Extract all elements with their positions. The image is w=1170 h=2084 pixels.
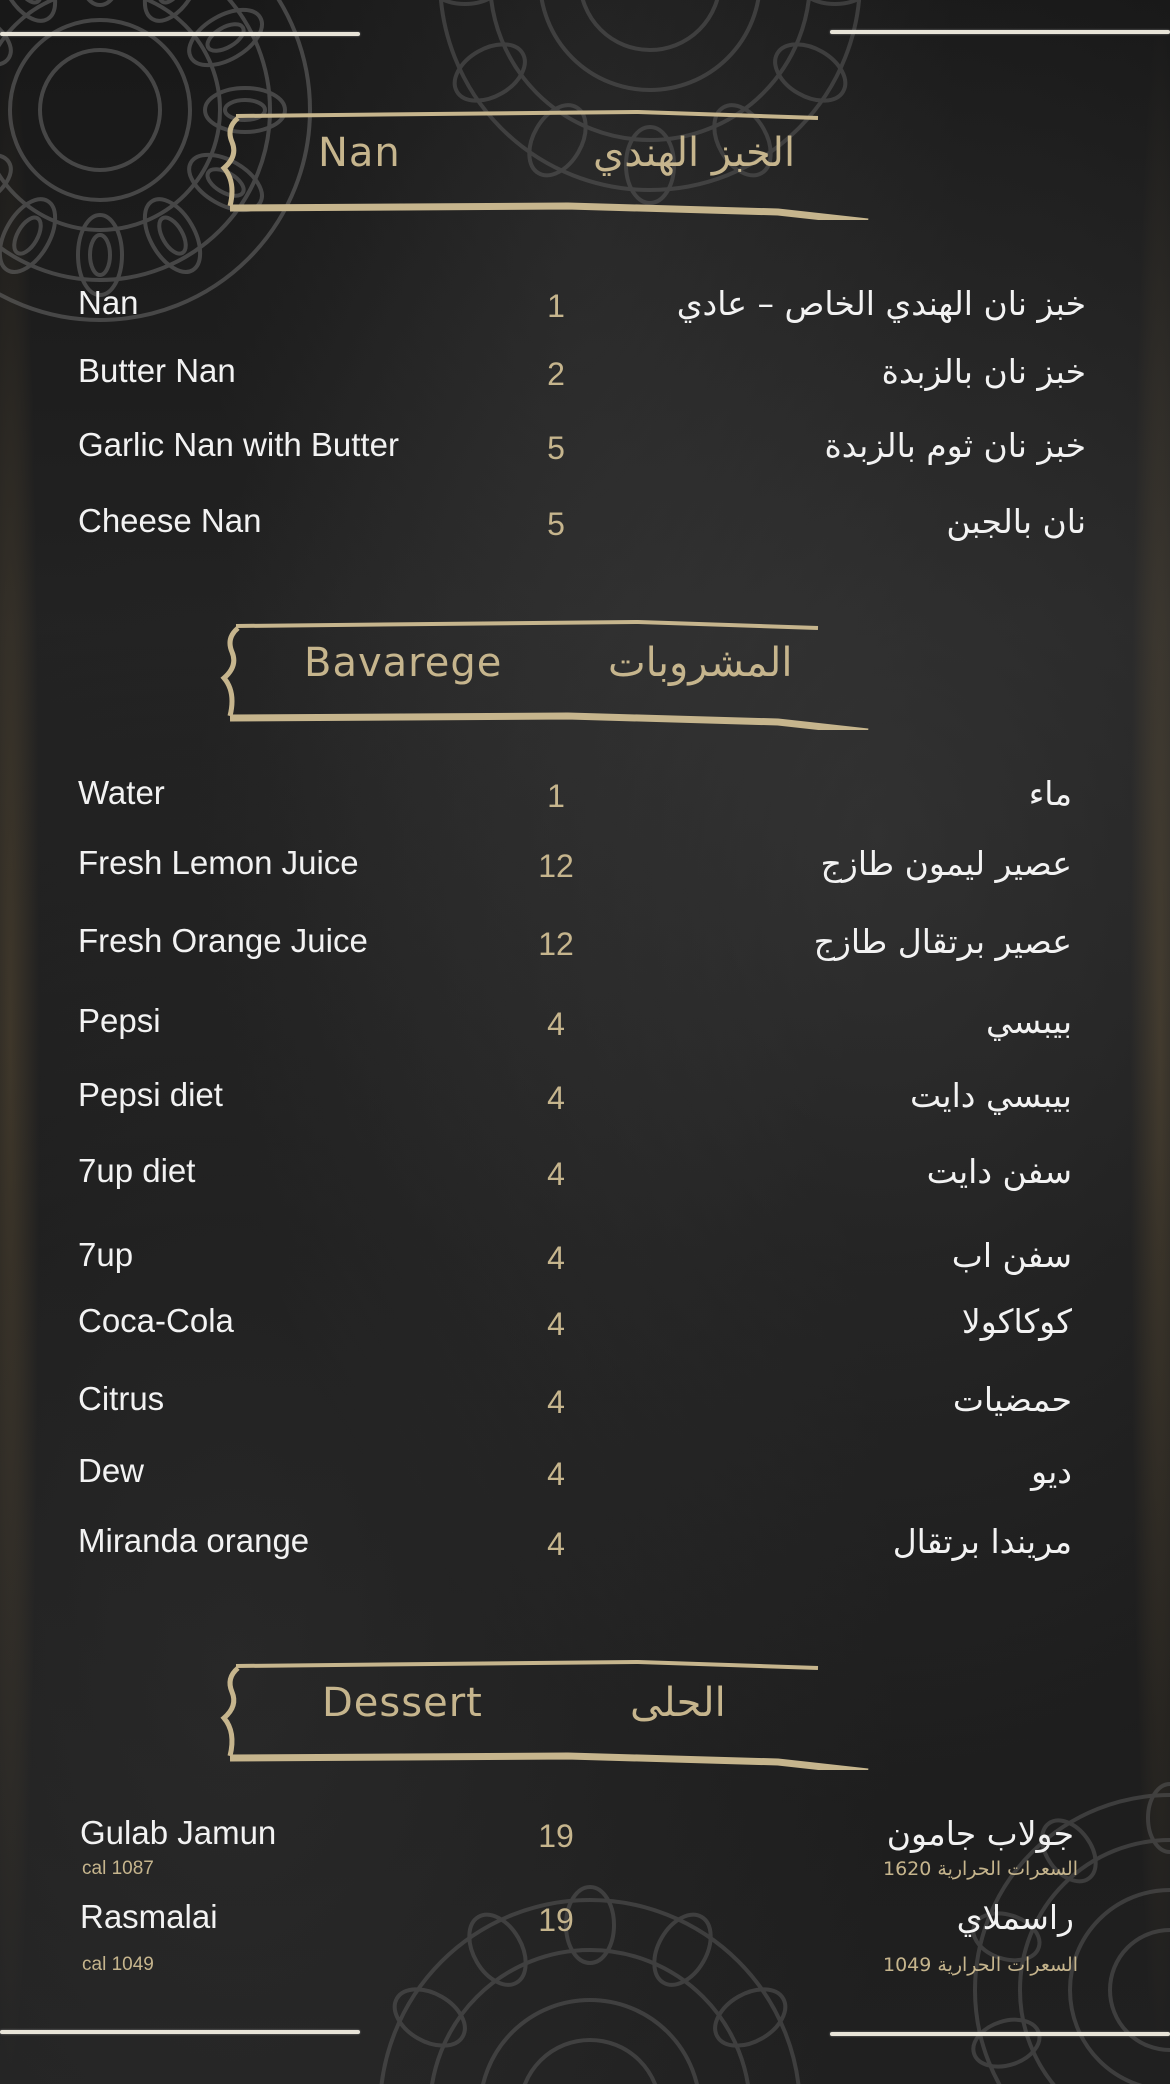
- menu-item-row: [0, 1076, 1170, 1132]
- item-name-en: Fresh Orange Juice: [78, 922, 368, 959]
- item-price: 1: [547, 778, 565, 814]
- item-price: 4: [547, 1080, 565, 1116]
- item-name-en: Dew: [78, 1452, 145, 1489]
- item-price: 4: [547, 1156, 565, 1192]
- item-name-ar: ديو: [1031, 1452, 1072, 1491]
- item-name-ar: سفن اب: [951, 1236, 1072, 1275]
- menu-item-row: [0, 1236, 1170, 1292]
- top-right-line: [830, 30, 1170, 34]
- item-name-en: Water: [78, 774, 165, 811]
- item-name-ar: نان بالجبن: [946, 502, 1086, 541]
- section-title-en: Bavarege: [304, 640, 503, 686]
- item-name-ar: كوكاكولا: [961, 1302, 1072, 1341]
- item-name-en: Pepsi diet: [78, 1076, 223, 1113]
- section-title-ar: الحلى: [630, 1680, 726, 1726]
- menu-item-row: [0, 1522, 1170, 1578]
- item-calories-ar: السعرات الحرارية 1049: [882, 1954, 1078, 1976]
- menu-item-row: [0, 1002, 1170, 1058]
- menu-item-row: [0, 1814, 1170, 1884]
- item-price: 12: [538, 848, 574, 884]
- item-price: 5: [547, 430, 565, 466]
- item-price: 4: [547, 1306, 565, 1342]
- section-title-en: Nan: [318, 130, 401, 176]
- section-header-beverage: [218, 618, 878, 730]
- item-name-ar: حمضيات: [952, 1380, 1072, 1419]
- item-price: 5: [547, 506, 565, 542]
- item-price: 19: [538, 1902, 574, 1938]
- menu-item-row: [0, 1380, 1170, 1436]
- bottom-right-line: [830, 2032, 1170, 2036]
- item-price: 1: [547, 288, 565, 324]
- item-name-en: Nan: [78, 284, 139, 321]
- menu-item-row: [0, 284, 1170, 340]
- item-name-ar: بيبسي دايت: [910, 1076, 1072, 1115]
- top-left-line: [0, 32, 360, 36]
- item-price: 19: [538, 1818, 574, 1854]
- section-header-nan: [218, 108, 878, 220]
- item-name-en: Fresh Lemon Juice: [78, 844, 359, 881]
- item-name-ar: خبز نان ثوم بالزبدة: [824, 426, 1086, 465]
- item-name-en: Pepsi: [78, 1002, 161, 1039]
- bottom-left-line: [0, 2030, 360, 2034]
- item-price: 2: [547, 356, 565, 392]
- item-price: 12: [538, 926, 574, 962]
- item-calories-ar: السعرات الحرارية 1620: [882, 1858, 1078, 1880]
- item-name-ar: راسملاي: [956, 1898, 1074, 1937]
- item-name-en: Citrus: [78, 1380, 165, 1417]
- item-name-ar: عصير ليمون طازج: [820, 844, 1072, 883]
- banner-frame-icon: [218, 1658, 878, 1770]
- item-price: 4: [547, 1456, 565, 1492]
- item-name-en: 7up: [78, 1236, 134, 1273]
- menu-item-row: [0, 352, 1170, 408]
- item-name-en: Butter Nan: [78, 352, 236, 389]
- item-name-ar: بيبسي: [985, 1002, 1072, 1041]
- item-name-en: Rasmalai: [80, 1898, 218, 1935]
- item-name-ar: جولاب جامون: [886, 1814, 1074, 1853]
- menu-item-row: [0, 1898, 1170, 1978]
- item-name-en: Coca-Cola: [78, 1302, 234, 1339]
- item-calories-en: cal 1087: [82, 1858, 154, 1879]
- menu-item-row: [0, 1302, 1170, 1358]
- item-name-ar: ماء: [1028, 774, 1072, 813]
- item-price: 4: [547, 1240, 565, 1276]
- item-name-ar: سفن دايت: [926, 1152, 1072, 1191]
- item-name-en: Gulab Jamun: [80, 1814, 277, 1851]
- item-price: 4: [547, 1526, 565, 1562]
- menu-item-row: [0, 922, 1170, 978]
- section-title-en: Dessert: [322, 1680, 483, 1726]
- section-header-dessert: [218, 1658, 878, 1770]
- menu-item-row: [0, 774, 1170, 830]
- item-name-ar: عصير برتقال طازج: [813, 922, 1072, 961]
- item-name-en: 7up diet: [78, 1152, 196, 1189]
- item-name-ar: خبز نان بالزبدة: [881, 352, 1086, 391]
- item-name-ar: مريندا برتقال: [892, 1522, 1072, 1561]
- menu-item-row: [0, 844, 1170, 900]
- item-name-en: Miranda orange: [78, 1522, 310, 1559]
- section-title-ar: الخبز الهندي: [593, 130, 796, 176]
- item-price: 4: [547, 1384, 565, 1420]
- item-price: 4: [547, 1006, 565, 1042]
- menu-item-row: [0, 1452, 1170, 1508]
- menu-item-row: [0, 1152, 1170, 1208]
- menu-item-row: [0, 502, 1170, 558]
- item-name-en: Garlic Nan with Butter: [78, 426, 399, 463]
- item-calories-en: cal 1049: [82, 1954, 154, 1975]
- menu-item-row: [0, 426, 1170, 482]
- item-name-ar: خبز نان الهندي الخاص – عادي: [676, 284, 1086, 323]
- item-name-en: Cheese Nan: [78, 502, 262, 539]
- section-title-ar: المشروبات: [608, 640, 793, 686]
